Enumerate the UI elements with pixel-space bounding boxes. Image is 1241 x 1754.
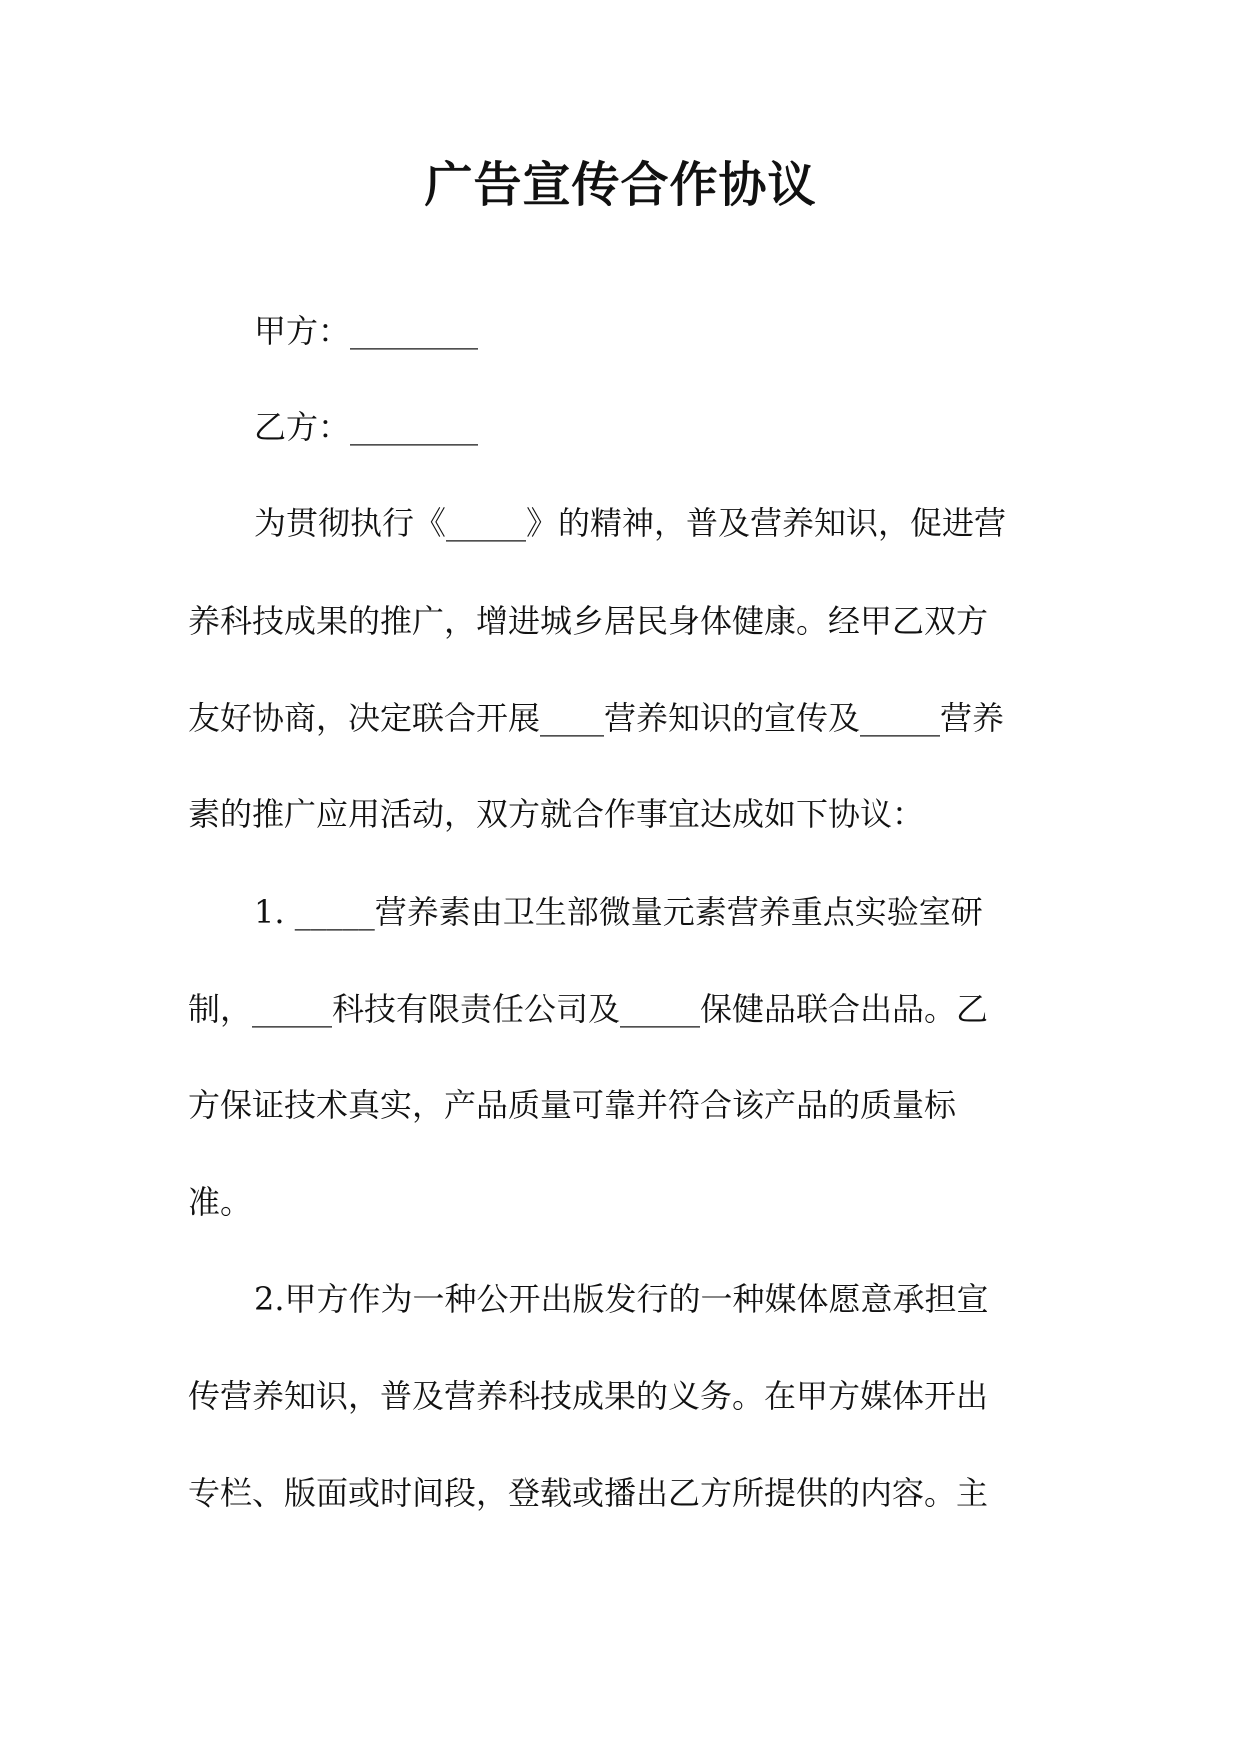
document-title: 广告宣传合作协议 — [424, 157, 817, 213]
party-a-line: 甲方：________ — [254, 312, 479, 350]
clause-2-line-1: 2.甲方作为一种公开出版发行的一种媒体愿意承担宣 — [254, 1280, 989, 1318]
preamble-line-2: 养科技成果的推广，增进城乡居民身体健康。经甲乙双方 — [188, 602, 989, 640]
party-b-line: 乙方：________ — [254, 408, 479, 446]
clause-2-line-3: 专栏、版面或时间段，登载或播出乙方所提供的内容。主 — [188, 1474, 989, 1512]
preamble-line-1: 为贯彻执行《_____》的精神，普及营养知识，促进营 — [254, 504, 1007, 542]
clause-1-line-3: 方保证技术真实，产品质量可靠并符合该产品的质量标 — [188, 1086, 957, 1124]
clause-1-line-1: 1. _____营养素由卫生部微量元素营养重点实验室研 — [254, 893, 983, 931]
clause-1-line-4: 准。 — [188, 1183, 253, 1221]
preamble-line-4: 素的推广应用活动，双方就合作事宜达成如下协议： — [188, 795, 925, 833]
preamble-line-3: 友好协商，决定联合开展____营养知识的宣传及_____营养 — [188, 699, 1005, 737]
clause-1-line-2: 制，_____科技有限责任公司及_____保健品联合出品。乙 — [188, 990, 989, 1028]
clause-2-line-2: 传营养知识，普及营养科技成果的义务。在甲方媒体开出 — [188, 1377, 989, 1415]
